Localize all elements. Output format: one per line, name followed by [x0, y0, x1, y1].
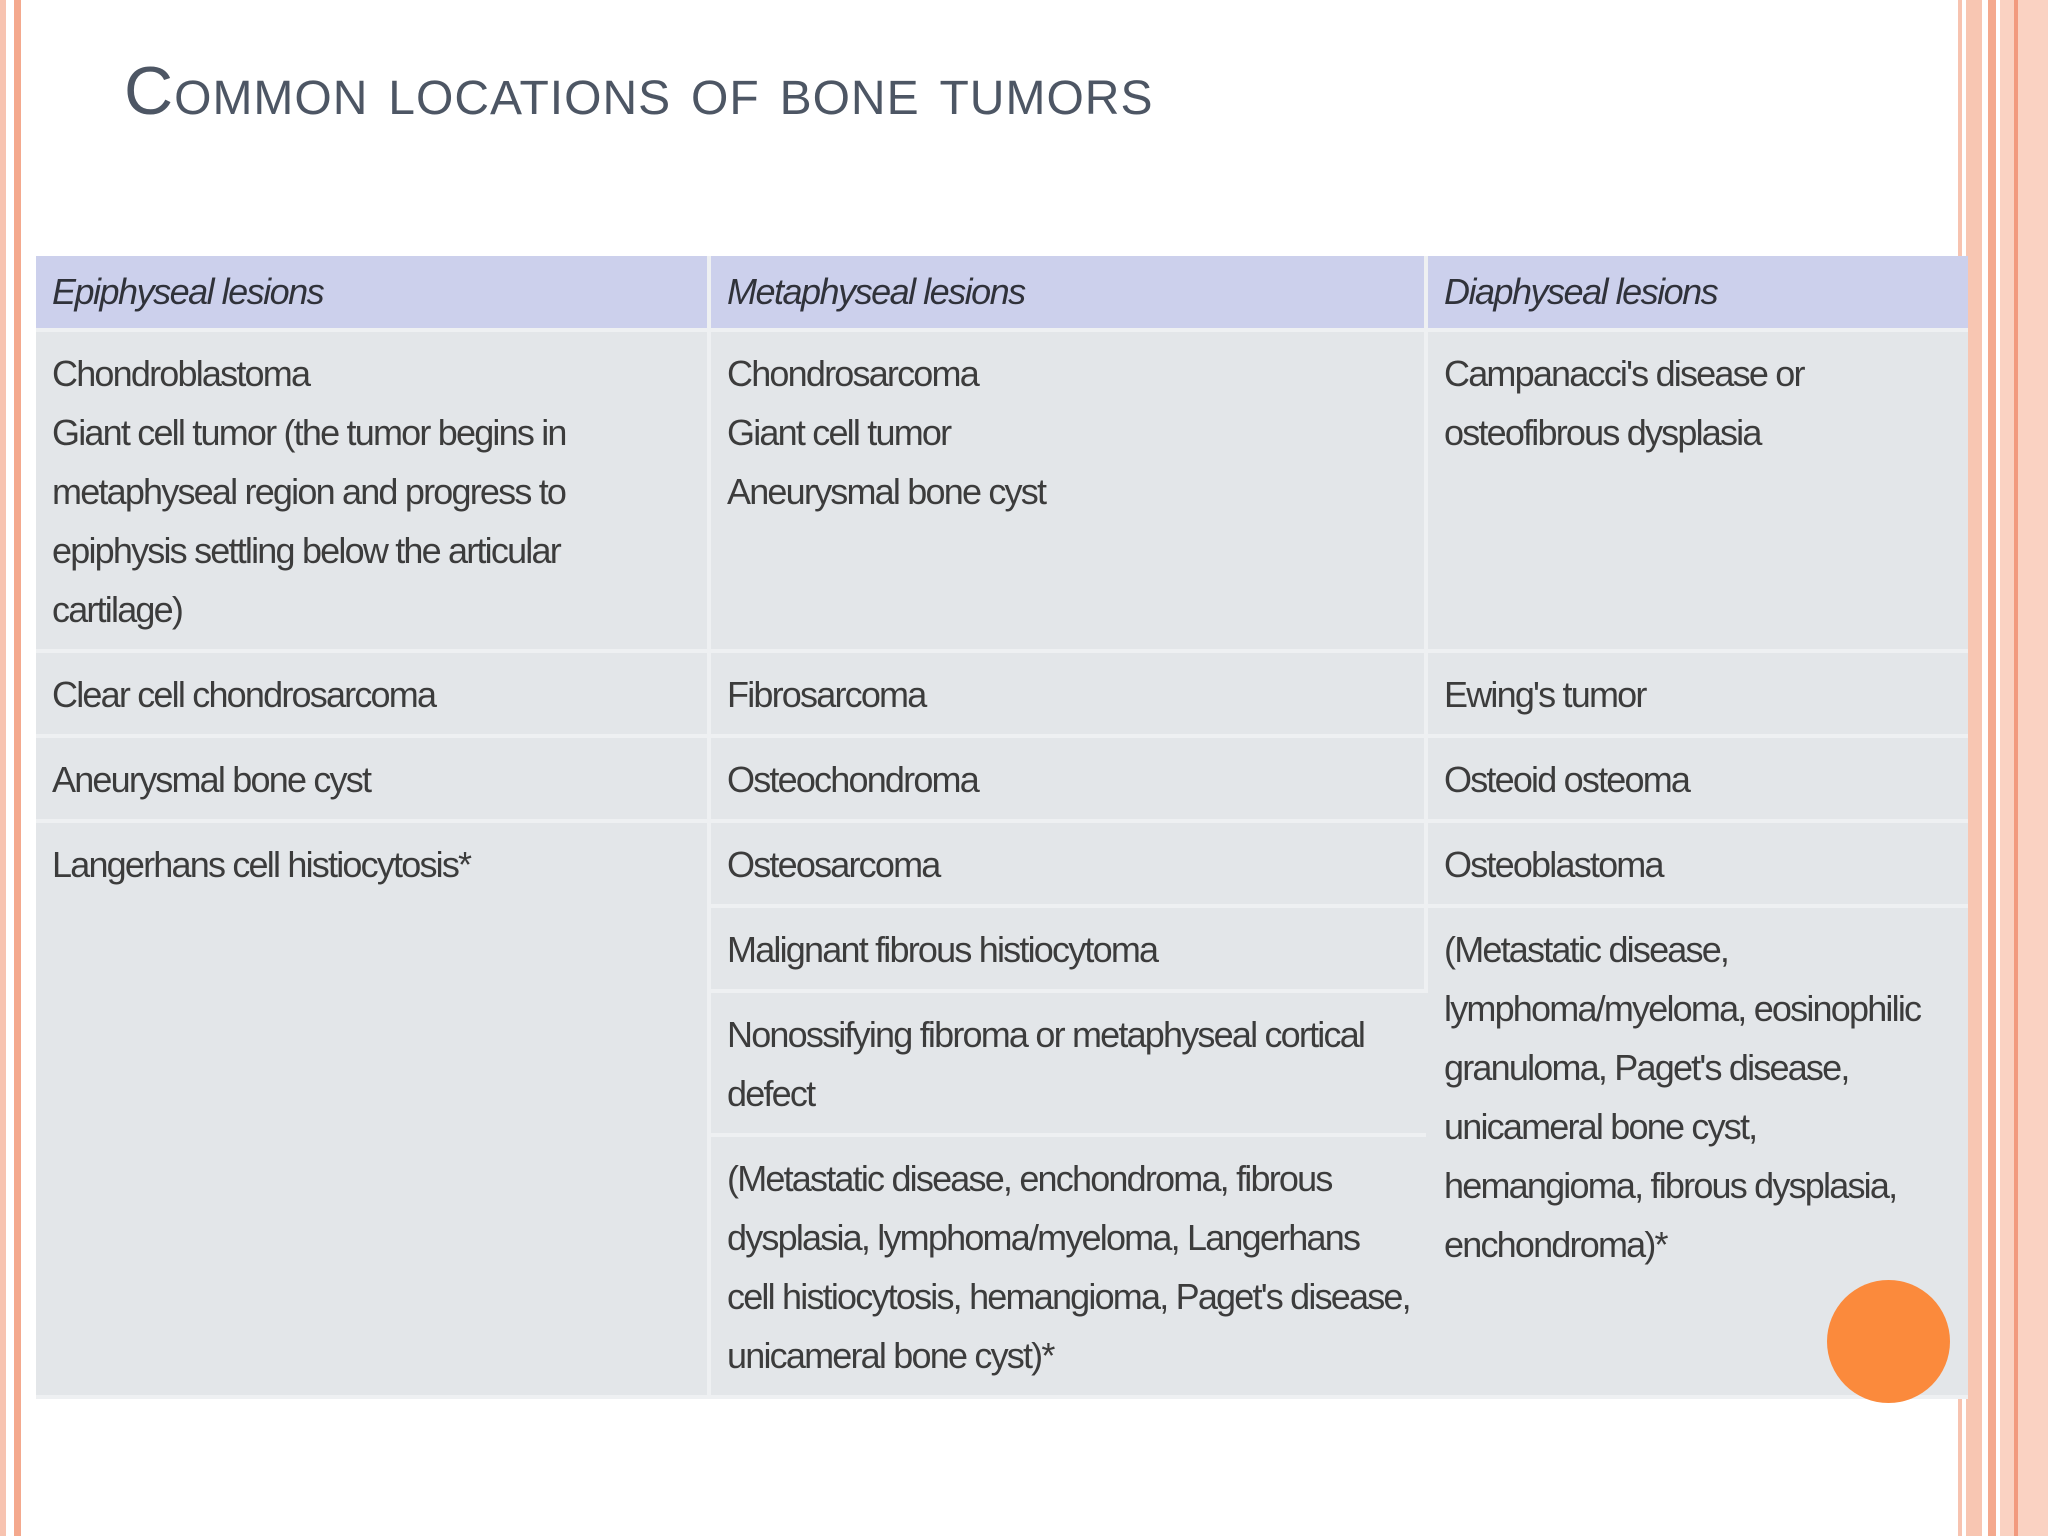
right-border-stripe [2000, 0, 2048, 1536]
diaphyseal-cell [1426, 330, 1968, 651]
diaphyseal-cell: Osteoid osteoma [1426, 736, 1968, 821]
table-row [36, 821, 1968, 906]
diaphyseal-cell: Ewing's tumor [1426, 651, 1968, 736]
cell-line: Chondroblastoma [52, 353, 310, 394]
right-border-stripe [2014, 0, 2018, 1536]
metaphyseal-cell: (Metastatic disease, enchondroma, fibrous dysplasia, lymphoma/myeloma, Langerhans cell histiocytosis, hemangioma, Paget's disease, unicameral bone cyst)* [709, 1135, 1426, 1397]
right-border-stripe [1988, 0, 1996, 1536]
metaphyseal-cell [709, 330, 1426, 651]
table-header-row [36, 256, 1968, 330]
table-container [36, 256, 1968, 1399]
metaphyseal-cell: Malignant fibrous histiocytoma [709, 906, 1426, 991]
epiphyseal-cell: Langerhans cell histiocytosis* [36, 821, 709, 1397]
right-border-stripe [1966, 0, 1982, 1536]
metaphyseal-cell: Fibrosarcoma [709, 651, 1426, 736]
cell-line: Chondrosarcoma [727, 353, 978, 394]
diaphyseal-cell: Osteoblastoma [1426, 821, 1968, 906]
metaphyseal-cell: Osteochondroma [709, 736, 1426, 821]
epiphyseal-cell: Clear cell chondrosarcoma [36, 651, 709, 736]
header-diaphyseal: Diaphyseal lesions [1426, 256, 1968, 330]
metaphyseal-cell: Osteosarcoma [709, 821, 1426, 906]
left-border-stripe [14, 0, 21, 1536]
header-metaphyseal: Metaphyseal lesions [709, 256, 1426, 330]
cell-line: Giant cell tumor [727, 412, 951, 453]
left-border-stripe [0, 0, 6, 1536]
epiphyseal-cell: Aneurysmal bone cyst [36, 736, 709, 821]
table-row [36, 330, 1968, 651]
table-row [36, 651, 1968, 736]
slide-title: Common locations of bone tumors [124, 53, 1154, 129]
cell-line: Giant cell tumor (the tumor begins in metaphyseal region and progress to epiphysis settling below the articular cartilage) [52, 412, 566, 630]
orange-circle-decoration [1827, 1280, 1950, 1403]
diaphyseal-cell: (Metastatic disease, lymphoma/myeloma, eosinophilic granuloma, Paget's disease, unicameral bone cyst, hemangioma, fibrous dysplasia, enchondroma)* [1426, 906, 1968, 1397]
epiphyseal-cell [36, 330, 709, 651]
table-row [36, 736, 1968, 821]
cell-line: Aneurysmal bone cyst [727, 471, 1046, 512]
bone-tumor-locations-table [36, 256, 1968, 1399]
header-epiphyseal: Epiphyseal lesions [36, 256, 709, 330]
cell-line: Campanacci's disease or osteofibrous dysplasia [1444, 353, 1804, 453]
metaphyseal-cell: Nonossifying fibroma or metaphyseal cortical defect [709, 991, 1426, 1135]
